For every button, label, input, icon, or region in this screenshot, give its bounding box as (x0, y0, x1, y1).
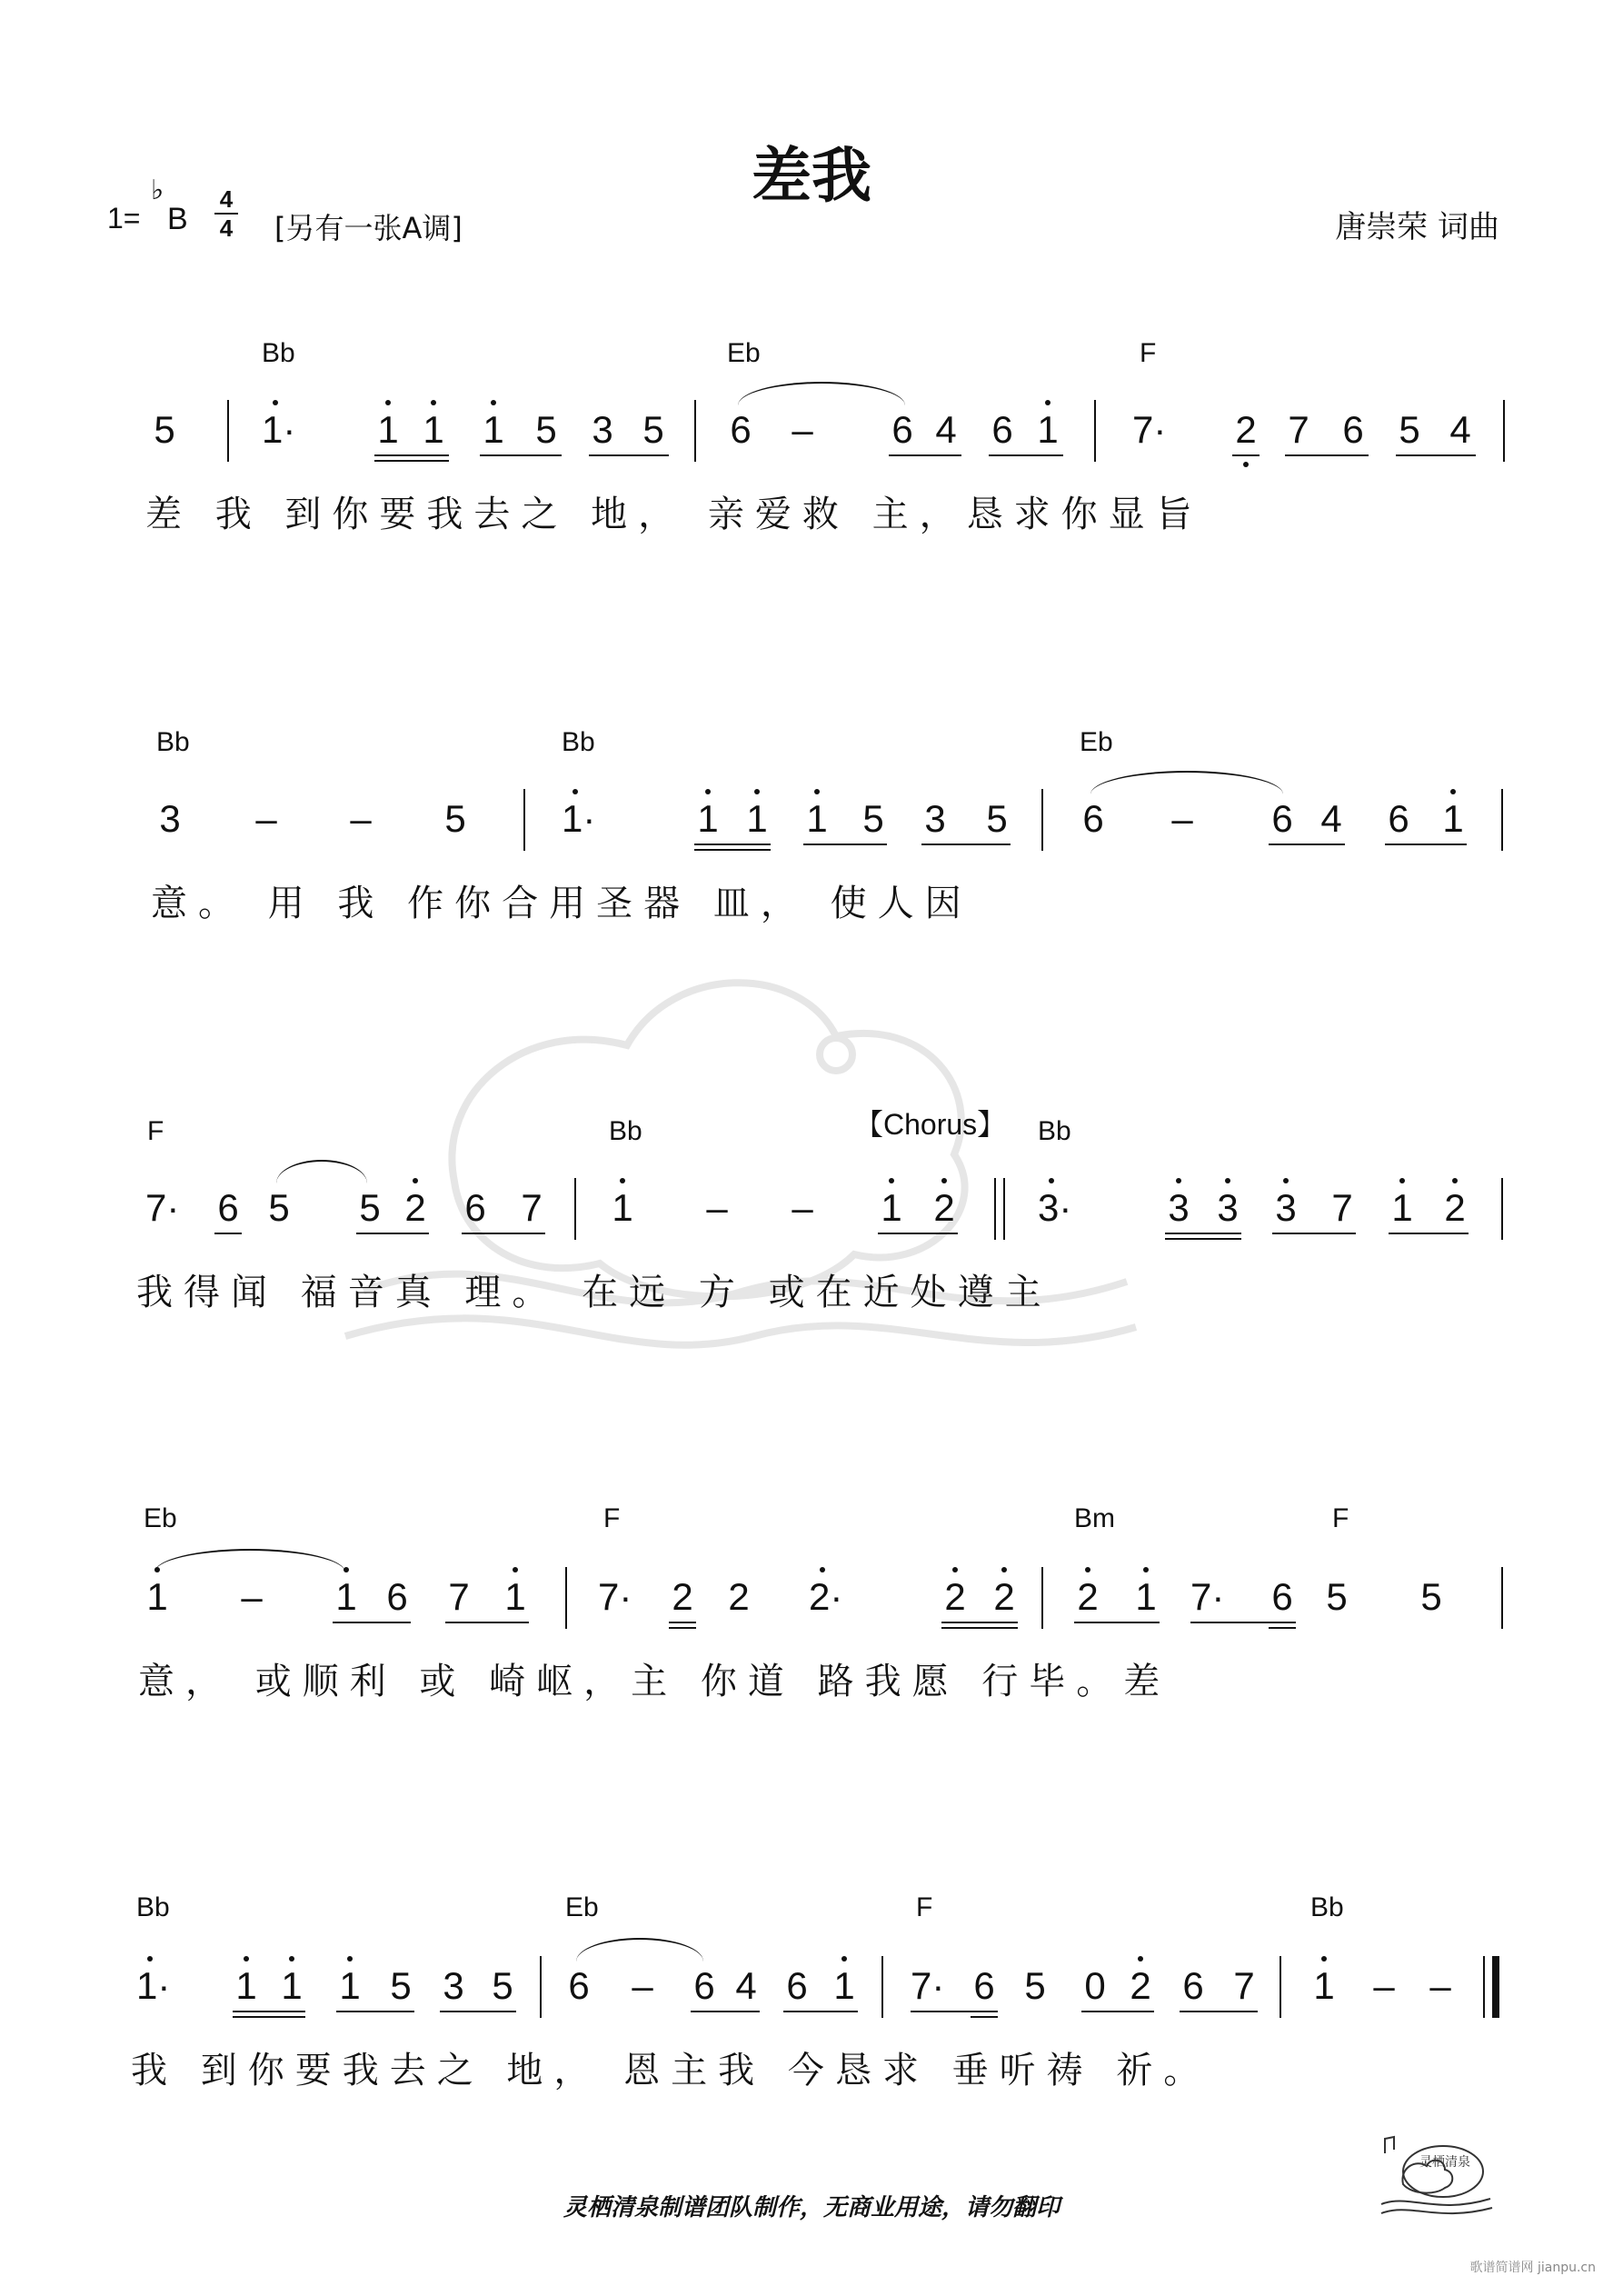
note: 4 (735, 1964, 757, 2007)
note: 6 (1182, 1964, 1204, 2007)
note: 3 (924, 797, 946, 840)
note: 1 (881, 1186, 902, 1229)
chord-label: Bb (136, 1892, 170, 1922)
chord-label: Bb (156, 727, 190, 757)
note: 1 (483, 408, 504, 451)
note: 3 (443, 1964, 464, 2007)
lyrics-line: 我得闻 福音真 理。 在远 方 或在近处遵主 (136, 1272, 1052, 1313)
note: 1 (806, 797, 828, 840)
note: 2 (1077, 1575, 1099, 1618)
note: 6 (1271, 797, 1293, 840)
note: 7· (1190, 1575, 1225, 1618)
note: 1· (136, 1964, 171, 2007)
note: 7· (1132, 408, 1167, 451)
note: 1 (1313, 1964, 1335, 2007)
bar-line (565, 1567, 567, 1629)
note: – (255, 797, 277, 840)
lyrics-line: 差 我 到你要我去之 地， 亲爱救 主，恳求你显旨 (145, 494, 1203, 535)
chord-label: Bm (1074, 1503, 1115, 1533)
note: 6 (464, 1186, 486, 1229)
note: 1 (504, 1575, 526, 1618)
chord-label: F (1140, 338, 1157, 368)
lyrics-line: 意。 用 我 作你合用圣器 皿， 使人因 (151, 883, 972, 924)
time-signature (214, 185, 238, 242)
note: 1 (1391, 1186, 1413, 1229)
chord-label: Eb (565, 1892, 599, 1922)
note: 0 (1084, 1964, 1106, 2007)
note: 5 (492, 1964, 513, 2007)
note: 6 (1342, 408, 1364, 451)
note: 5 (268, 1186, 290, 1229)
note: 1 (833, 1964, 855, 2007)
note: 5 (359, 1186, 381, 1229)
note: 2 (1130, 1964, 1151, 2007)
note: 5 (862, 797, 884, 840)
bar-line (1483, 1956, 1485, 2018)
note: 3 (1275, 1186, 1297, 1229)
chord-label: Bb (1038, 1116, 1071, 1146)
sheep-logo-icon (1372, 2131, 1499, 2222)
chorus-marker: 【Chorus】 (854, 1108, 1007, 1141)
note: 6 (693, 1964, 715, 2007)
note: 3· (1038, 1186, 1072, 1229)
note: 7 (521, 1186, 543, 1229)
chord-label: Bb (262, 338, 295, 368)
bar-line (1501, 1567, 1503, 1629)
bar-line (574, 1178, 576, 1240)
bar-line (994, 1178, 996, 1240)
time-signature-bottom: 4 (219, 215, 234, 242)
note: 7· (911, 1964, 945, 2007)
note: 2· (809, 1575, 843, 1618)
note: 6 (1388, 797, 1409, 840)
note: 7· (598, 1575, 632, 1618)
note: 1 (746, 797, 768, 840)
bar-line (881, 1956, 883, 2018)
note: 6 (730, 408, 752, 451)
note: 6 (386, 1575, 408, 1618)
note: – (792, 1186, 813, 1229)
note: 2 (993, 1575, 1015, 1618)
alt-key-note: [另有一张A调] (274, 211, 463, 245)
lyrics-line: 我 到你要我去之 地， 恩主我 今恳求 垂听祷 祈。 (131, 2050, 1211, 2091)
note: 6 (217, 1186, 239, 1229)
flat-sign: ♭ (151, 175, 164, 206)
site-watermark: 歌谱简谱网 jianpu.cn (1469, 2261, 1596, 2275)
note: 1· (262, 408, 296, 451)
chord-label: Eb (1080, 727, 1113, 757)
note: – (350, 797, 372, 840)
bar-line (1003, 1178, 1005, 1240)
note: 1 (1442, 797, 1464, 840)
note: 1 (146, 1575, 168, 1618)
page-title: 差我 (752, 141, 871, 211)
key-note: B (167, 202, 188, 236)
note: 1 (1135, 1575, 1157, 1618)
note: 3 (592, 408, 613, 451)
note: 7 (1288, 408, 1309, 451)
bar-line (1041, 1567, 1043, 1629)
note: 1 (612, 1186, 633, 1229)
chord-label: F (603, 1503, 621, 1533)
bar-line (1501, 1178, 1503, 1240)
note: 2 (404, 1186, 426, 1229)
note: 1 (281, 1964, 303, 2007)
note: 1 (339, 1964, 361, 2007)
note: 2 (672, 1575, 693, 1618)
bar-line (694, 400, 696, 462)
note: 6 (991, 408, 1013, 451)
note: – (241, 1575, 263, 1618)
note: 4 (1449, 408, 1471, 451)
note: 1 (335, 1575, 357, 1618)
note: 5 (986, 797, 1008, 840)
note: 1· (562, 797, 596, 840)
note: 3 (1168, 1186, 1190, 1229)
note: 6 (1082, 797, 1104, 840)
note: 5 (1420, 1575, 1442, 1618)
chord-label: Eb (727, 338, 761, 368)
note: 5 (642, 408, 664, 451)
logo-text: 灵栖清泉 (1419, 2155, 1470, 2170)
note: 1 (377, 408, 399, 451)
lyrics-line: 意， 或顺利 或 崎岖，主 你道 路我愿 行毕。差 (138, 1661, 1171, 1702)
note: 4 (1320, 797, 1342, 840)
note: 2 (944, 1575, 966, 1618)
note: 3 (1217, 1186, 1239, 1229)
note: 5 (535, 408, 557, 451)
note: 2 (933, 1186, 955, 1229)
note: – (632, 1964, 653, 2007)
note: 5 (1399, 408, 1420, 451)
composer-credit: 唐崇荣 词曲 (1335, 209, 1499, 245)
note: 2 (1235, 408, 1257, 451)
note: – (792, 408, 813, 451)
chord-label: Eb (144, 1503, 177, 1533)
bar-line (1501, 789, 1503, 851)
note: 1 (697, 797, 719, 840)
note: 5 (1024, 1964, 1046, 2007)
note: 7 (448, 1575, 470, 1618)
note: 5 (390, 1964, 412, 2007)
note: 6 (568, 1964, 590, 2007)
chord-label: F (1332, 1503, 1349, 1533)
chord-label: Bb (609, 1116, 642, 1146)
note: 6 (973, 1964, 995, 2007)
note: 5 (1326, 1575, 1348, 1618)
note: 1 (1037, 408, 1059, 451)
time-signature-top: 4 (219, 185, 234, 213)
note: 7 (1331, 1186, 1353, 1229)
note: – (706, 1186, 728, 1229)
chord-label: Bb (1310, 1892, 1344, 1922)
note: 3 (159, 797, 181, 840)
chord-label: F (147, 1116, 164, 1146)
bar-line (1041, 789, 1043, 851)
note: 7 (1233, 1964, 1255, 2007)
note: 4 (935, 408, 957, 451)
bar-line (1094, 400, 1096, 462)
note: 2 (728, 1575, 750, 1618)
footer-credit: 灵栖清泉制谱团队制作，无商业用途，请勿翻印 (563, 2194, 1060, 2221)
bar-line (1279, 1956, 1281, 2018)
bar-line (1503, 400, 1505, 462)
note: 5 (154, 408, 175, 451)
key-prefix: 1= (107, 202, 141, 235)
bar-line (540, 1956, 542, 2018)
chord-label: F (916, 1892, 933, 1922)
bar-line (227, 400, 229, 462)
note: 5 (444, 797, 466, 840)
note: 6 (786, 1964, 808, 2007)
note: – (1171, 797, 1193, 840)
final-bar-line (1492, 1956, 1499, 2018)
note: 7· (145, 1186, 180, 1229)
bar-line (523, 789, 525, 851)
note: – (1373, 1964, 1395, 2007)
note: – (1429, 1964, 1451, 2007)
note: 6 (891, 408, 913, 451)
chord-label: Bb (562, 727, 595, 757)
note: 1 (235, 1964, 257, 2007)
note: 2 (1444, 1186, 1466, 1229)
note: 1 (423, 408, 444, 451)
note: 6 (1271, 1575, 1293, 1618)
